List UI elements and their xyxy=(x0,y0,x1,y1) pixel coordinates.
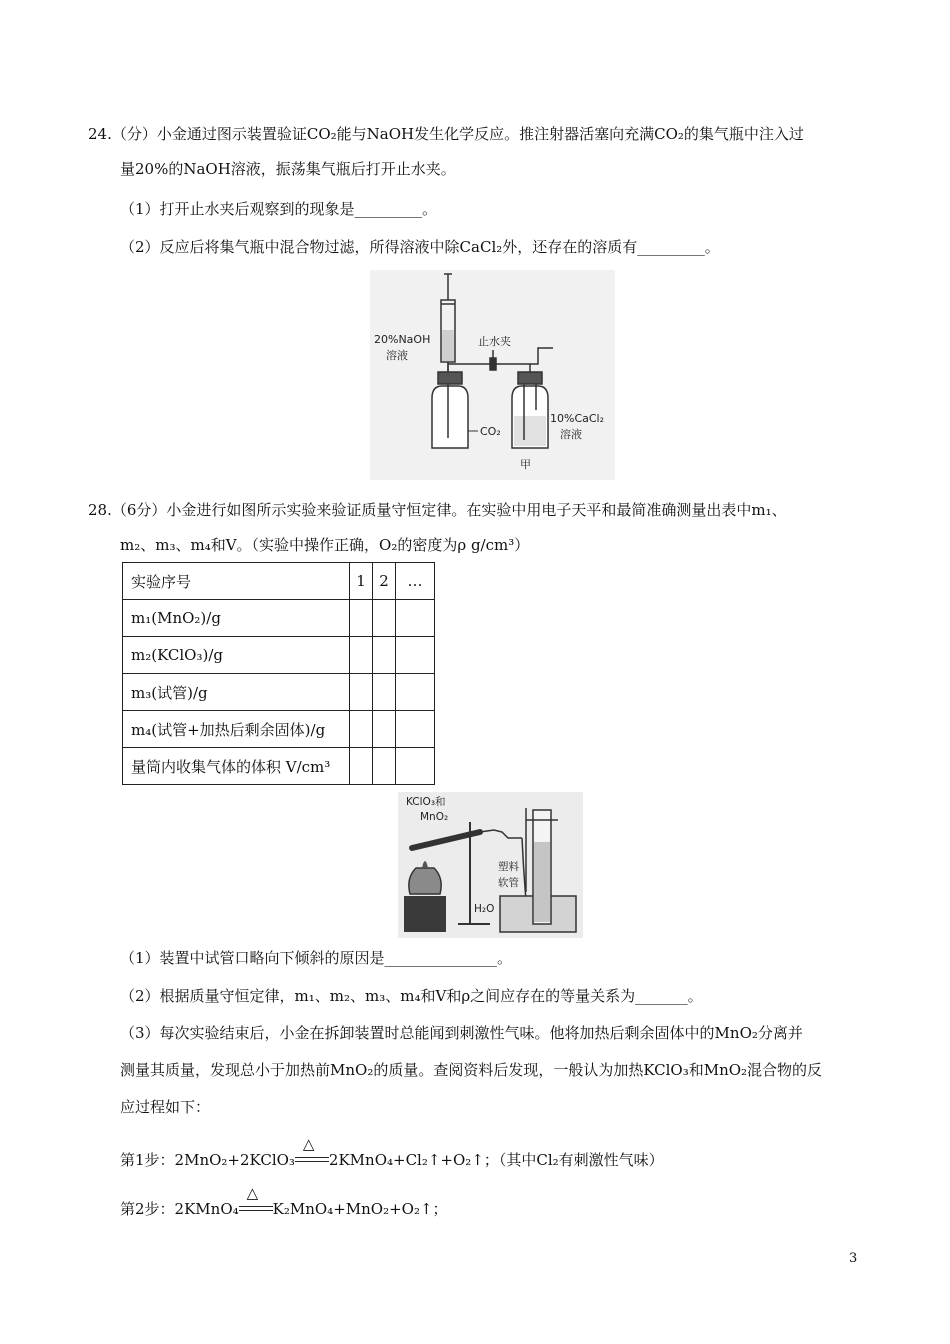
table-row-label: m₁(MnO₂)/g xyxy=(123,600,350,637)
gas-bottle-co2-icon xyxy=(432,372,468,448)
table-cell xyxy=(373,711,396,748)
table-row-label: m₃(试管)/g xyxy=(123,674,350,711)
q28-apparatus-figure xyxy=(398,792,583,938)
q28-subquestion-3-line2: 测量其质量，发现总小于加热前MnO₂的质量。查阅资料后发现，一般认为加热KClO₃和MnO₂混合物的反 xyxy=(120,1061,823,1079)
table-cell xyxy=(350,600,373,637)
table-header-row xyxy=(123,563,435,600)
step-1-reactants: 2MnO₂+2KClO₃ xyxy=(174,1151,295,1169)
table-cell xyxy=(350,674,373,711)
table-cell xyxy=(350,711,373,748)
label-naoh-line1: 20%NaOH xyxy=(374,333,431,346)
q28-subquestion-3-line3: 应过程如下： xyxy=(120,1098,211,1116)
table-cell xyxy=(396,748,435,785)
cylinder-water xyxy=(534,842,550,922)
figure-background xyxy=(370,270,615,480)
q28-stem-line2: m₂、m₃、m₄和V。（实验中操作正确，O₂的密度为ρ g/cm³） xyxy=(120,536,530,554)
table-cell xyxy=(396,600,435,637)
table-cell xyxy=(350,637,373,674)
table-cell xyxy=(396,637,435,674)
data-table xyxy=(122,562,435,785)
alcohol-lamp-icon xyxy=(409,868,441,894)
table-cell xyxy=(373,637,396,674)
q28-stem-line1: 28.（6分）小金进行如图所示实验来验证质量守恒定律。在实验中用电子天平和最简准确测量出表中m₁、 xyxy=(88,501,787,519)
figure-caption: 甲 xyxy=(520,458,531,471)
table-header-cell: 2 xyxy=(373,563,396,600)
table-row-label: m₂(KClO₃)/g xyxy=(123,637,350,674)
q28-subquestion-1: （1）装置中试管口略向下倾斜的原因是_______________。 xyxy=(120,949,513,967)
label-reagent-line1: KClO₃和 xyxy=(406,796,446,808)
step-1-arrow xyxy=(295,1135,329,1170)
table-cell xyxy=(396,711,435,748)
table-row xyxy=(123,637,435,674)
label-reagent-line2: MnO₂ xyxy=(420,811,449,823)
table-row xyxy=(123,711,435,748)
q24-subquestion-1: （1）打开止水夹后观察到的现象是_________。 xyxy=(120,200,438,218)
label-tubing-line2: 软管 xyxy=(498,877,519,889)
label-clamp: 止水夹 xyxy=(478,335,511,348)
table-header-cell: 1 xyxy=(350,563,373,600)
table-cell xyxy=(373,748,396,785)
label-naoh-line2: 溶液 xyxy=(386,349,408,362)
step-1-products: 2KMnO₄+Cl₂↑+O₂↑；（其中Cl₂有刺激性气味） xyxy=(328,1151,664,1169)
table-row xyxy=(123,600,435,637)
table-row-label: m₄(试管+加热后剩余固体)/g xyxy=(123,711,350,748)
table-header-cell: … xyxy=(396,563,435,600)
cacl2-bottle-icon xyxy=(512,372,548,448)
label-tubing-line1: 塑料 xyxy=(498,861,519,873)
q28-subquestion-2: （2）根据质量守恒定律，m₁、m₂、m₃、m₄和V和ρ之间应存在的等量关系为_______。 xyxy=(120,987,703,1005)
equation-step-2 xyxy=(120,1184,448,1219)
q24-stem-line1: 24.（分）小金通过图示装置验证CO₂能与NaOH发生化学反应。推注射器活塞向充满CO₂的集气瓶中注入过 xyxy=(88,125,804,143)
table-row xyxy=(123,748,435,785)
q24-subquestion-2: （2）反应后将集气瓶中混合物过滤，所得溶液中除CaCl₂外，还存在的溶质有_________。 xyxy=(120,238,720,256)
label-co2: CO₂ xyxy=(480,425,501,438)
step-2-reactants: 2KMnO₄ xyxy=(174,1200,239,1218)
table-cell xyxy=(396,674,435,711)
q24-apparatus-figure xyxy=(370,270,615,480)
step-2-products: K₂MnO₄+MnO₂+O₂↑； xyxy=(272,1200,448,1218)
q28-subquestion-3-line1: （3）每次实验结束后，小金在拆卸装置时总能闻到刺激性气味。他将加热后剩余固体中的MnO₂分离并 xyxy=(120,1024,803,1042)
step-1-label: 第1步： xyxy=(120,1151,175,1169)
page-number: 3 xyxy=(849,1251,858,1266)
step-2-label: 第2步： xyxy=(120,1200,175,1218)
heat-condition-symbol: △ xyxy=(246,1184,259,1202)
table-cell xyxy=(373,674,396,711)
equation-step-1 xyxy=(120,1135,664,1170)
table-cell xyxy=(373,600,396,637)
label-cacl2-line1: 10%CaCl₂ xyxy=(550,412,605,425)
label-water: H₂O xyxy=(474,903,495,915)
table-row xyxy=(123,674,435,711)
wooden-block xyxy=(404,896,446,932)
label-cacl2-line2: 溶液 xyxy=(560,428,582,441)
q24-stem-line2: 量20%的NaOH溶液，振荡集气瓶后打开止水夹。 xyxy=(120,160,456,178)
heat-condition-symbol: △ xyxy=(302,1135,315,1153)
table-header-cell: 实验序号 xyxy=(123,563,350,600)
table-row-label: 量筒内收集气体的体积 V/cm³ xyxy=(123,748,350,785)
step-2-arrow xyxy=(239,1184,273,1219)
table-cell xyxy=(350,748,373,785)
